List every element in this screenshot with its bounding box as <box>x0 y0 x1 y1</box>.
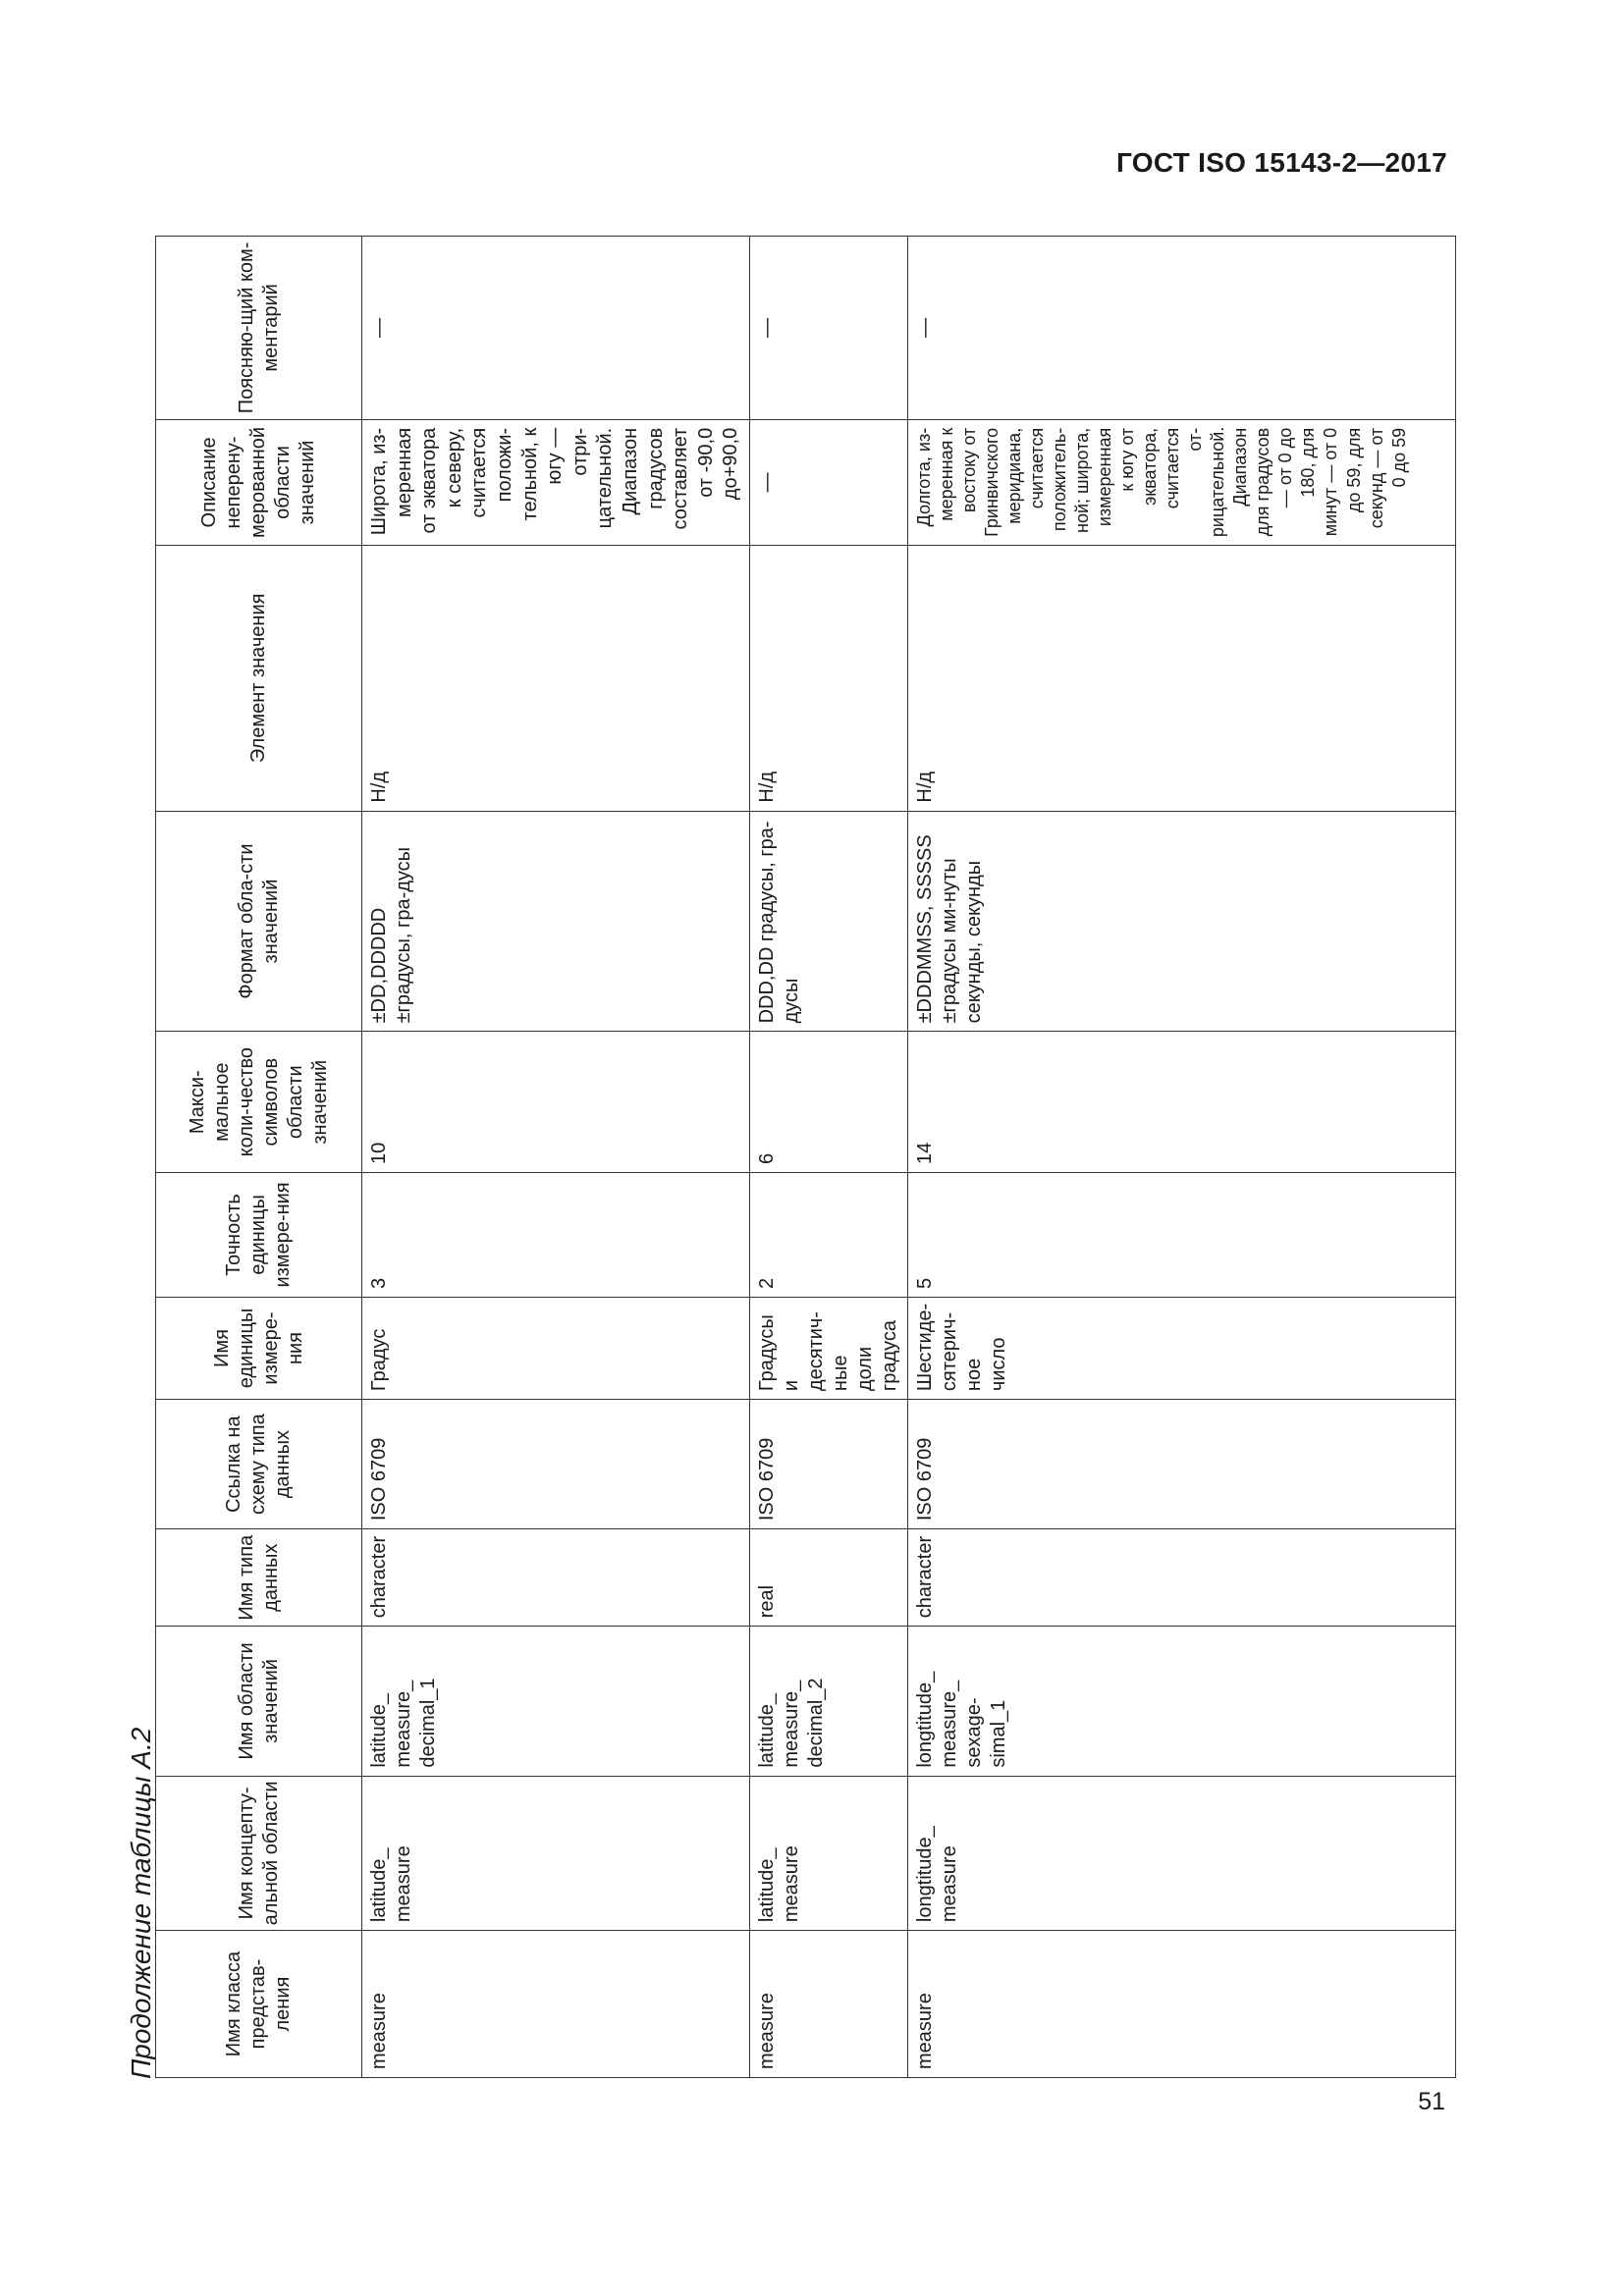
cell-value-element: Н/д <box>907 546 1455 812</box>
column-header: Ссылка на схему типа данных <box>156 1400 362 1529</box>
cell-class-name: measure <box>907 1931 1455 2078</box>
cell-unit: Градусы и десятич-ные доли градуса <box>749 1297 907 1399</box>
cell-comment: — <box>907 237 1455 420</box>
table-row <box>907 237 1455 2078</box>
column-header: Описание неперену-мерованной области значений <box>156 419 362 545</box>
cell-value-domain: longtitude_ measure_ sexage-simal_1 <box>907 1627 1455 1776</box>
cell-datatype-ref: ISO 6709 <box>749 1400 907 1529</box>
data-table <box>155 236 1456 2078</box>
page-number: 51 <box>1418 2088 1445 2115</box>
cell-datatype: character <box>362 1529 750 1627</box>
cell-max-chars: 10 <box>362 1032 750 1173</box>
cell-class-name: measure <box>749 1931 907 2078</box>
cell-datatype-ref: ISO 6709 <box>907 1400 1455 1529</box>
cell-format: ±DD,DDDDD ±градусы, гра-дусы <box>362 811 750 1032</box>
cell-format: DDD,DD градусы, гра-дусы <box>749 811 907 1032</box>
column-header: Имя концепту-альной области <box>156 1776 362 1930</box>
column-header: Формат обла-сти значений <box>156 811 362 1032</box>
cell-conceptual-domain: latitude_ measure <box>749 1776 907 1930</box>
table-row <box>749 237 907 2078</box>
table-header-row <box>156 237 362 2078</box>
cell-precision: 3 <box>362 1172 750 1297</box>
cell-unit: Градус <box>362 1297 750 1399</box>
column-header: Имя класса представ-ления <box>156 1931 362 2078</box>
cell-datatype: character <box>907 1529 1455 1627</box>
cell-conceptual-domain: longtitude_ measure <box>907 1776 1455 1930</box>
cell-value-domain: latitude_ measure_ decimal_1 <box>362 1627 750 1776</box>
cell-unit: Шестиде-сятерич-ное число <box>907 1297 1455 1399</box>
cell-description: Широта, из-меренная от экватора к северу, считается положи-тельной, к югу — отри-цательной. Диапазон градусов составляет от -90,0 до+90,0 <box>362 419 750 545</box>
column-header: Точность единицы измере-ния <box>156 1172 362 1297</box>
cell-datatype-ref: ISO 6709 <box>362 1400 750 1529</box>
cell-precision: 5 <box>907 1172 1455 1297</box>
cell-value-element: Н/д <box>749 546 907 812</box>
cell-format: ±DDDMMSS, SSSSS ±градусы ми-нуты секунды, секунды <box>907 811 1455 1032</box>
cell-max-chars: 14 <box>907 1032 1455 1173</box>
cell-class-name: measure <box>362 1931 750 2078</box>
cell-conceptual-domain: latitude_ measure <box>362 1776 750 1930</box>
cell-comment: — <box>749 237 907 420</box>
standard-header: ГОСТ ISO 15143-2—2017 <box>1115 147 1447 178</box>
cell-description: — <box>749 419 907 545</box>
column-header: Поясняю-щий ком-ментарий <box>156 237 362 420</box>
table-row <box>362 237 750 2078</box>
cell-value-domain: latitude_ measure_ decimal_2 <box>749 1627 907 1776</box>
column-header: Имя единицы измере-ния <box>156 1297 362 1399</box>
table-caption: Продолжение таблицы А.2 <box>126 1727 156 2079</box>
cell-comment: — <box>362 237 750 420</box>
cell-max-chars: 6 <box>749 1032 907 1173</box>
cell-value-element: Н/д <box>362 546 750 812</box>
cell-precision: 2 <box>749 1172 907 1297</box>
cell-datatype: real <box>749 1529 907 1627</box>
rotated-table-container <box>155 236 1410 2078</box>
column-header: Имя типа данных <box>156 1529 362 1627</box>
cell-description: Долгота, из-меренная к востоку от Гринвичского меридиана, считается положитель-ной; широта, измеренная к югу от экватора, считается от-рицательной. Диапазон для градусов — от 0 до 180, для минут — от 0 до 59, для секунд — от 0 до 59 <box>907 419 1455 545</box>
column-header: Элемент значения <box>156 546 362 812</box>
column-header: Имя области значений <box>156 1627 362 1776</box>
column-header: Макси-мальное коли-чество символов области значений <box>156 1032 362 1173</box>
